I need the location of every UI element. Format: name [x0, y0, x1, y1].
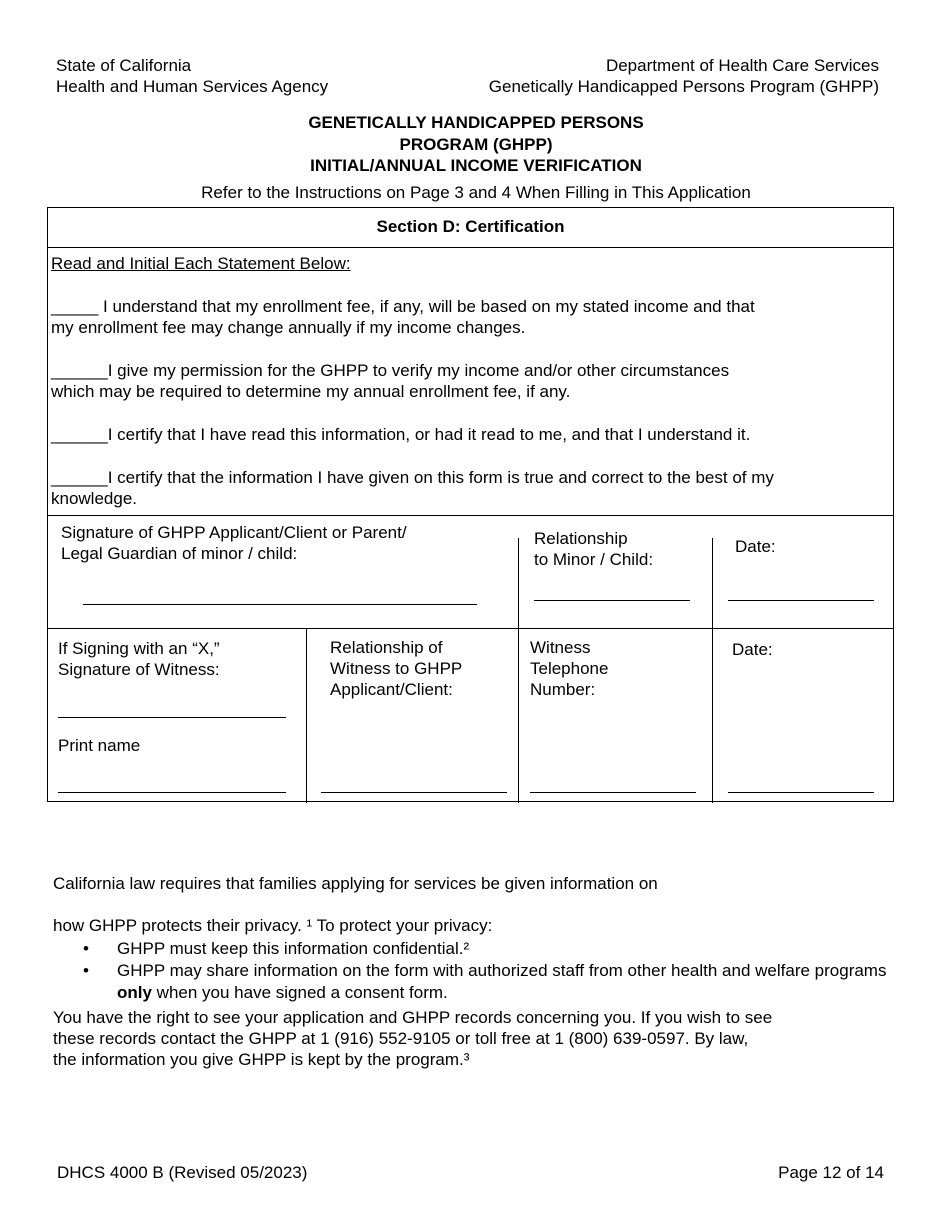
read-initial-label: Read and Initial Each Statement Below: [51, 254, 351, 273]
divider [712, 628, 713, 803]
divider [712, 538, 713, 628]
witness-phone-field[interactable] [530, 792, 696, 793]
statement-read-info: ______I certify that I have read this information, or had it read to me, and that I understand it. [51, 425, 751, 444]
witness-date-field[interactable] [728, 792, 874, 793]
relationship-label: Relationship to Minor / Child: [534, 529, 654, 569]
divider [306, 628, 307, 803]
witness-phone-label: Witness Telephone Number: [530, 638, 609, 699]
bullet-icon: • [83, 961, 89, 980]
agency-name: Health and Human Services Agency [56, 77, 329, 96]
initial-blank[interactable]: _____ [51, 297, 99, 316]
divider [518, 628, 519, 803]
privacy-bullets [53, 936, 913, 1004]
print-name-field[interactable] [58, 792, 286, 793]
date-label: Date: [735, 537, 776, 556]
department-name: Department of Health Care Services [605, 56, 879, 75]
witness-signature-label: If Signing with an “X,” Signature of Witness: [58, 639, 220, 679]
privacy-notice-intro: California law requires that families applying for services be given information on how GHPP protects their privacy. ¹ To protect your privacy: [53, 874, 658, 935]
initial-blank[interactable]: ______ [51, 425, 108, 444]
statement-permission: ______I give my permission for the GHPP to verify my income and/or other circumstances which may be required to determine my annual enrollment fee, if any. [51, 361, 730, 401]
divider [518, 538, 519, 628]
certification-section [47, 207, 894, 802]
department-header [489, 55, 879, 97]
divider [48, 515, 893, 516]
witness-signature-field[interactable] [58, 717, 286, 718]
divider [48, 628, 893, 629]
witness-relationship-field[interactable] [321, 792, 507, 793]
signature-field[interactable] [83, 604, 477, 605]
statement-true-correct: ______I certify that the information I have given on this form is true and correct to the best of my knowledge. [51, 468, 774, 508]
divider [48, 247, 893, 248]
agency-header [56, 55, 328, 97]
relationship-field[interactable] [534, 600, 690, 601]
state-name: State of California [56, 56, 192, 75]
instructions-note: Refer to the Instructions on Page 3 and 4 When Filling in This Application [201, 183, 751, 202]
list-item: • GHPP may share information on the form with authorized staff from other health and welfare programs only when you have signed a consent form. [83, 961, 887, 1002]
bullet-icon: • [83, 939, 89, 958]
signature-label: Signature of GHPP Applicant/Client or Parent/ Legal Guardian of minor / child: [61, 523, 407, 563]
program-name: Genetically Handicapped Persons Program (GHPP) [488, 77, 879, 96]
date-field[interactable] [728, 600, 874, 601]
print-name-label: Print name [58, 736, 141, 755]
initial-blank[interactable]: ______ [51, 468, 108, 487]
page-number: Page 12 of 14 [778, 1163, 884, 1182]
witness-relationship-label: Relationship of Witness to GHPP Applicant/Client: [330, 638, 463, 699]
records-rights: You have the right to see your application and GHPP records concerning you. If you wish to see these records contact the GHPP at 1 (916) 552-9105 or toll free at 1 (800) 639-0597. By law, the information you give GHPP is kept by the program.³ [53, 1008, 773, 1069]
witness-date-label: Date: [732, 640, 773, 659]
form-title: GENETICALLY HANDICAPPED PERSONS PROGRAM (GHPP) INITIAL/ANNUAL INCOME VERIFICATION [308, 113, 644, 175]
list-item: • GHPP must keep this information confidential.² [83, 939, 470, 958]
statement-enrollment-fee: _____ I understand that my enrollment fee, if any, will be based on my stated income and that my enrollment fee may change annually if my income changes. [51, 297, 755, 337]
form-number: DHCS 4000 B (Revised 05/2023) [57, 1163, 308, 1182]
section-title: Section D: Certification [376, 217, 565, 236]
initial-blank[interactable]: ______ [51, 361, 108, 380]
